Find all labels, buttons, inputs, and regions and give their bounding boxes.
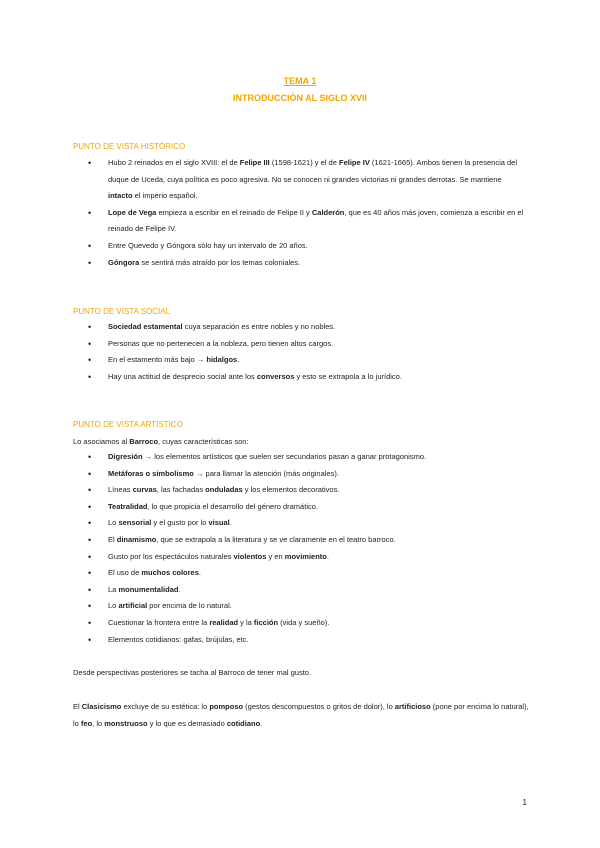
bold-text: Calderón [311, 207, 345, 217]
text-run: Lo asociamos al [73, 437, 130, 446]
bold-text: visual [208, 518, 230, 528]
bold-text: Metáforas o simbolismo [108, 468, 194, 478]
text-run: La [108, 584, 119, 594]
text-run: empieza a escribir en el reinado de Felipe II y [156, 207, 312, 217]
bold-text: feo [80, 719, 93, 728]
page-number: 1 [522, 798, 527, 807]
text-run: , lo [92, 719, 105, 728]
text-run: Lo [108, 601, 119, 611]
document-title: INTRODUCCIÓN AL SIGLO XVII [232, 93, 367, 103]
list-item [88, 499, 528, 516]
bold-text: dinamismo [116, 534, 157, 544]
list-item [88, 482, 528, 499]
text-run: Cuestionar la frontera entre la [108, 617, 210, 627]
text-run: y la [238, 617, 254, 627]
paragraph-clasicismo [73, 698, 533, 732]
text-run: cuya separación es entre nobles y no nobles. [182, 322, 336, 331]
text-run: por encima de lo natural. [147, 601, 232, 611]
text-run: En el estamento más bajo → [108, 355, 207, 365]
text-run: . [229, 518, 232, 528]
text-run: (pone por encima lo natural), lo [73, 702, 529, 728]
list-item [88, 255, 528, 272]
text-run: El [73, 702, 82, 711]
text-run: Entre Quevedo y Góngora sólo hay un intervalo de 20 años. [108, 240, 308, 250]
text-run: , las fachadas [156, 485, 206, 495]
heading-social: PUNTO DE VISTA SOCIAL [73, 307, 171, 316]
bold-text: hidalgos [206, 355, 238, 365]
list-item [88, 515, 528, 532]
artistico-intro [73, 433, 533, 450]
bold-text: Góngora [108, 257, 140, 267]
bold-text: muchos colores [141, 568, 199, 578]
text-run: y los elementos decorativos. [242, 485, 340, 495]
list-item [88, 532, 528, 549]
bold-text: Felipe III [239, 158, 270, 167]
bold-text: artificial [118, 601, 148, 611]
text-run: . [178, 584, 181, 594]
text-run: y lo que es demasiado [147, 719, 227, 728]
text-run: (1598-1621) y el de [269, 158, 339, 167]
text-run: . [237, 355, 240, 365]
text-run: . [326, 551, 329, 561]
bold-text: movimiento [284, 551, 327, 561]
list-item [88, 632, 528, 649]
bold-text: Teatralidad [108, 501, 148, 511]
paragraph-mal-gusto [73, 664, 533, 681]
bold-text: Digresión [108, 452, 143, 461]
list-item [88, 565, 528, 582]
list-item [88, 352, 528, 369]
text-run: , cuyas características son: [158, 437, 249, 446]
text-run: . [260, 719, 263, 728]
text-run: y en [266, 551, 285, 561]
text-run: Hay una actitud de desprecio social ante los [108, 371, 257, 381]
text-run: Hubo 2 reinados en el siglo XVIII: el de [108, 158, 240, 167]
bold-text: intacto [108, 191, 133, 201]
text-run: El [108, 534, 117, 544]
text-run: Personas que no pertenecen a la nobleza, pero tienen altos cargos. [108, 338, 334, 348]
tema-label: TEMA 1 [283, 76, 317, 86]
heading-artistico: PUNTO DE VISTA ARTÍSTICO [73, 420, 183, 429]
text-run: , lo que propicia el desarrollo del género dramático. [147, 501, 318, 511]
bold-text: Clasicismo [81, 702, 122, 711]
text-run: y esto se extrapola a lo jurídico. [294, 371, 402, 381]
text-run: , que es 40 años más joven, comienza a escribir en el reinado de Felipe IV. [108, 207, 524, 234]
text-run: Lo [108, 518, 119, 528]
heading-historico: PUNTO DE VISTA HISTÓRICO [73, 142, 186, 151]
bold-text: violentos [233, 551, 267, 561]
text-run: El uso de [108, 568, 142, 578]
list-item [88, 205, 528, 238]
bold-text: Lope de Vega [108, 207, 157, 217]
bold-text: conversos [256, 371, 295, 381]
text-run: → para llamar la atención (más originales). [193, 468, 339, 478]
bold-text: realidad [209, 617, 239, 627]
text-run: y el gusto por lo [151, 518, 209, 528]
bold-text: cotidiano [226, 719, 261, 728]
list-item [88, 466, 528, 483]
text-run: (vida y sueño). [278, 617, 330, 627]
list-item [88, 336, 528, 353]
bold-text: pomposo [209, 702, 244, 711]
text-run: → los elementos artísticos que suelen ser secundarios pasan a ganar protagonismo. [142, 452, 427, 461]
text-run: (1621-1665). Ambos tienen la presencia del duque de Uceda, cuya política es poco agresiva. No se conocen ni grandes victorias ni grandes derrotas. Se mantiene [108, 158, 518, 184]
text-run: Líneas [108, 485, 133, 495]
text-run: excluye de su estética: lo [121, 702, 210, 711]
bold-text: ficción [253, 617, 279, 627]
list-item [88, 598, 528, 615]
bold-text: Felipe IV [338, 158, 370, 167]
list-item [88, 615, 528, 632]
list-social [88, 319, 528, 385]
text-run: el imperio español. [132, 191, 198, 201]
list-item [88, 549, 528, 566]
bold-text: curvas [132, 485, 157, 495]
list-item [88, 238, 528, 255]
text-run: Desde perspectivas posteriores se tacha al Barroco de tener mal gusto. [73, 668, 312, 677]
bold-text: Sociedad estamental [108, 322, 183, 331]
bold-text: monstruoso [104, 719, 148, 728]
bold-text: artificioso [394, 702, 431, 711]
bold-text: Barroco [129, 437, 159, 446]
list-item [88, 449, 528, 466]
text-run: se sentirá más atraído por los temas coloniales. [139, 257, 301, 267]
list-historico [88, 155, 528, 271]
text-run: Gusto por los espectáculos naturales [108, 551, 234, 561]
list-item [88, 155, 528, 205]
list-item [88, 369, 528, 386]
list-item [88, 319, 528, 336]
text-run: , que se extrapola a la literatura y se ve claramente en el teatro barroco. [156, 534, 396, 544]
text-run: (gestos descompuestos o gritos de dolor), lo [243, 702, 395, 711]
text-run: Elementos cotidianos: gafas, brújulas, etc. [108, 634, 249, 644]
text-run: . [198, 568, 201, 578]
list-item [88, 582, 528, 599]
bold-text: onduladas [205, 485, 243, 495]
bold-text: monumentalidad [118, 584, 179, 594]
bold-text: sensorial [118, 518, 152, 528]
list-artistico [88, 449, 528, 648]
